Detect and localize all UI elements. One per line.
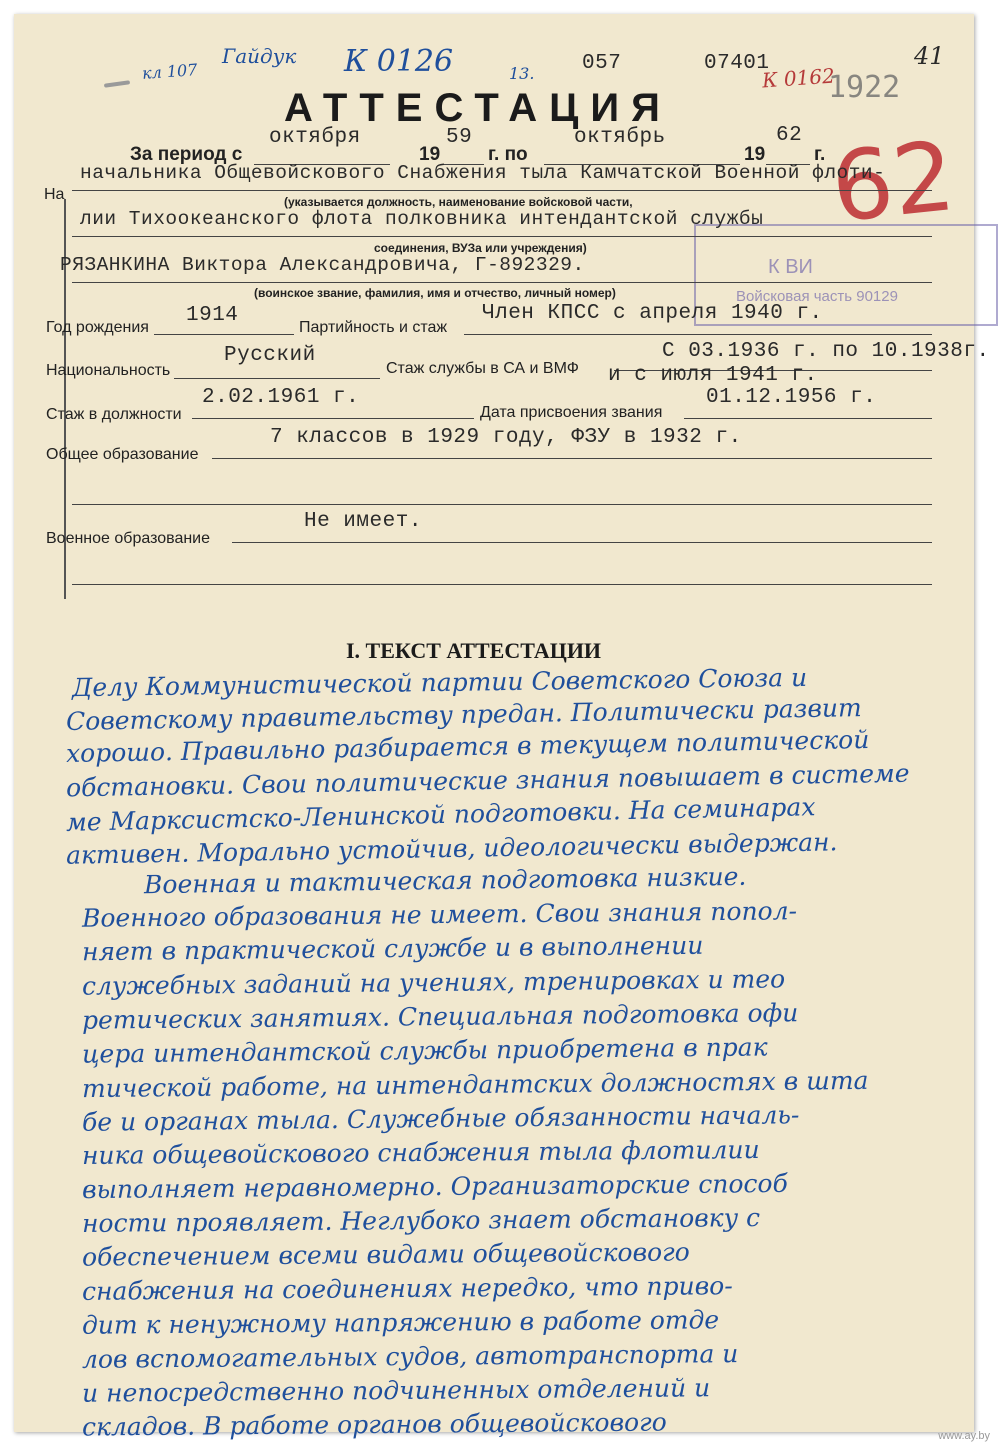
typed-number-1: 057 (582, 52, 622, 75)
nationality-value: Русский (224, 344, 316, 367)
top-name-note: Гайдук (222, 44, 297, 68)
period-end-label: г. (814, 144, 826, 165)
period-to-month: октябрь (574, 126, 666, 149)
handwritten-line: хорошо. Правильно разбирается в текущем политической (65, 724, 870, 769)
handwritten-line: ретических занятиях. Специальная подготовка офи (81, 998, 799, 1035)
handwritten-line: ности проявляет. Неглубоко знает обстановку с (81, 1203, 761, 1238)
position-caption-3: (воинское звание, фамилия, имя и отчество, личный номер) (254, 286, 616, 300)
position-caption-1: (указывается должность, наименование войсковой части, (284, 195, 633, 209)
handwritten-line: Военная и тактическая подготовка низкие. (143, 861, 747, 900)
handwritten-line: выполняет неравномерно. Организаторские способ (81, 1168, 788, 1205)
small-number-note: 13. (509, 64, 535, 83)
handwritten-line: складов. В работе органов общевойскового (81, 1407, 667, 1442)
handwritten-line: и непосредственно подчиненных отделений и (81, 1373, 711, 1408)
handwritten-line: цера интендантской службы приобретена в прак (81, 1032, 768, 1069)
position-since-value: 2.02.1961 г. (202, 386, 360, 409)
military-education-label: Военное образование (46, 530, 211, 547)
birth-year-label: Год рождения (46, 319, 149, 336)
period-to-year-prefix: 19 (744, 144, 766, 165)
red-code-note: К 0162 (761, 63, 836, 93)
rank-date-value: 01.12.1956 г. (706, 386, 877, 409)
service-value-2: и с июля 1941 г. (608, 364, 818, 387)
handwritten-line: служебных заданий на учениях, тренировках и тео (81, 964, 786, 1001)
period-to-year: 62 (776, 124, 803, 147)
period-label: За период с (130, 144, 243, 165)
big-red-number: 62 (826, 119, 960, 245)
handwritten-line: обеспечением всеми видами общевойскового (81, 1237, 690, 1272)
military-education-value: Не имеет. (304, 510, 422, 533)
education-label: Общее образование (46, 446, 199, 463)
faded-pencil-number: 1922 (828, 70, 901, 105)
stamp-line-2: Войсковая часть 90129 (736, 288, 898, 305)
position-line-1: начальника Общевойскового Снабжения тыла Камчатской Военной флоти- (80, 162, 886, 184)
top-left-note: кл 107 (141, 60, 198, 83)
paper-clip-mark (104, 80, 130, 88)
handwritten-line: Делу Коммунистической партии Советского Союза и (71, 662, 808, 703)
party-label: Партийность и стаж (299, 319, 448, 336)
education-value: 7 классов в 1929 году, ФЗУ в 1932 г. (270, 426, 742, 449)
handwritten-line: ника общевойскового снабжения тыла флотилии (81, 1135, 760, 1170)
position-line-2: лии Тихоокеанского флота полковника интендантской службы (80, 208, 764, 230)
handwritten-line: дит к ненужному напряжению в работе отде (81, 1305, 720, 1340)
handwritten-line: бе и органах тыла. Служебные обязанности началь- (81, 1100, 800, 1137)
handwritten-line: активен. Морально устойчив, идеологически выдержан. (65, 827, 838, 870)
period-mid-label: г. по (488, 144, 528, 165)
handwritten-line: тической работе, на интендантских должностях в шта (81, 1065, 869, 1104)
handwritten-line: Военного образования не имеет. Свои знания попол- (81, 896, 798, 933)
period-from-year-prefix: 19 (419, 144, 441, 165)
archive-code: К 0126 (344, 44, 454, 79)
typed-number-2: 07401 (704, 52, 770, 75)
rank-date-label: Дата присвоения звания (480, 404, 663, 421)
stamp-line-1: К ВИ (768, 256, 813, 278)
handwritten-line: ме Марксистско-Ленинской подготовки. На семинарах (65, 792, 816, 837)
watermark: www.ay.by (938, 1430, 990, 1442)
birth-year-value: 1914 (186, 304, 239, 327)
position-caption-2: соединения, ВУЗа или учреждения) (374, 241, 587, 255)
corner-number: 41 (914, 42, 945, 70)
section-title: I. ТЕКСТ АТТЕСТАЦИИ (346, 638, 602, 663)
handwritten-line: Советскому правительству предан. Политически развит (65, 693, 862, 736)
service-label: Стаж службы в СА и ВМФ (386, 360, 579, 377)
period-from-year: 59 (446, 126, 473, 149)
period-from-month: октября (269, 126, 361, 149)
position-label: На (44, 186, 65, 203)
service-value-1: С 03.1936 г. по 10.1938г. (662, 340, 990, 363)
document-title: АТТЕСТАЦИЯ (284, 86, 672, 130)
handwritten-line: лов вспомогательных судов, автотранспорта и (81, 1339, 739, 1374)
position-line-3: РЯЗАНКИНА Виктора Александровича, Г-892329. (60, 254, 585, 276)
handwritten-line: няет в практической службе и в выполнении (81, 930, 704, 967)
handwritten-line: снабжения на соединениях нередко, что приво- (81, 1271, 733, 1306)
nationality-label: Национальность (46, 362, 171, 379)
handwritten-line: обстановки. Свои политические знания повышает в системе (65, 758, 910, 803)
party-value: Член КПСС с апреля 1940 г. (482, 302, 823, 325)
position-since-label: Стаж в должности (46, 406, 182, 423)
